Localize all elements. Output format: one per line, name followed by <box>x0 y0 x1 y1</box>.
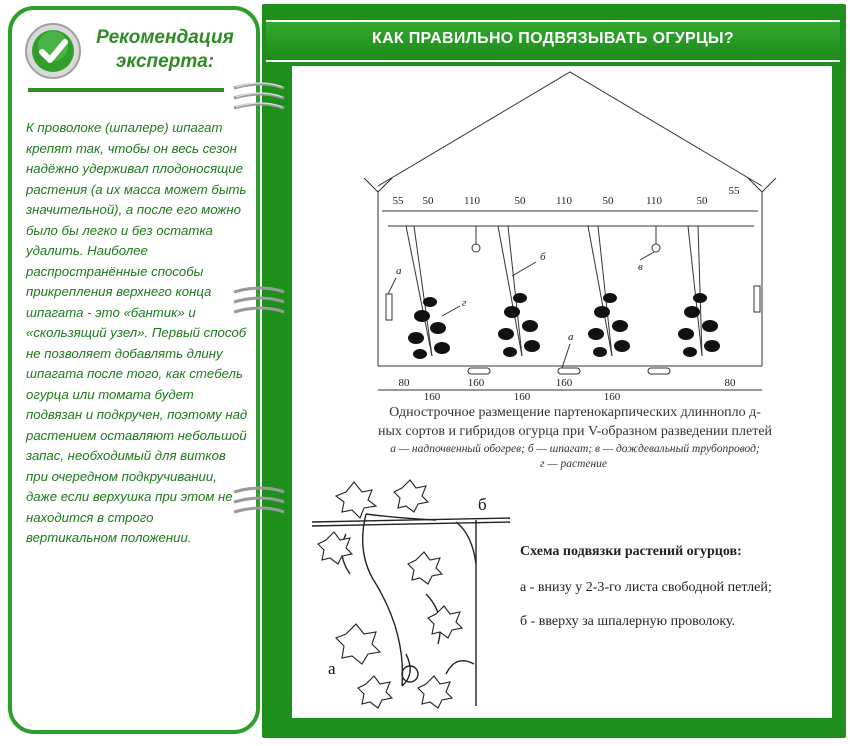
dim-top: 55 <box>392 195 404 207</box>
dim-bottom: 160 <box>423 391 441 403</box>
checkmark-badge-icon <box>24 22 82 80</box>
dim-top: 110 <box>645 195 663 207</box>
binder-ring-icon <box>232 284 292 326</box>
dim-bottom: 160 <box>603 391 621 403</box>
sketch-label-a: а <box>328 659 336 678</box>
dim-bottom: 80 <box>724 377 736 389</box>
scheme-title: Схема подвязки растений огурцов: <box>520 544 742 559</box>
dim-top: 50 <box>514 195 526 207</box>
scheme-item-a: а - внизу у 2-3-го листа свободной петлей; <box>520 580 772 595</box>
label-a: а <box>396 265 402 277</box>
dim-bottom: 160 <box>555 377 573 389</box>
dim-top: 50 <box>602 195 614 207</box>
caption-line: ных сортов и гибридов огурца при V-образном разведении плетей <box>377 424 773 439</box>
scheme-item-b: б - вверху за шпалерную проволоку. <box>520 614 736 629</box>
label-v: в <box>638 261 643 273</box>
caption-legend: а — надпочвенный обогрев; б — шпагат; в — дождевальный трубопровод; <box>390 443 760 455</box>
divider <box>28 88 224 92</box>
dim-top: 50 <box>696 195 708 207</box>
dim-top: 110 <box>463 195 481 207</box>
sketch-label-b: б <box>478 495 487 514</box>
label-a: а <box>568 331 574 343</box>
binder-ring-icon <box>232 80 292 122</box>
dim-top: 110 <box>555 195 573 207</box>
label-g: г <box>462 297 467 309</box>
label-b: б <box>540 251 546 263</box>
page-title: КАК ПРАВИЛЬНО ПОДВЯЗЫВАТЬ ОГУРЦЫ? <box>372 30 734 47</box>
expert-title: Рекомендация эксперта: <box>96 27 234 72</box>
binder-ring-icon <box>232 484 292 526</box>
dim-top: 50 <box>422 195 434 207</box>
cucumber-tying-sketch <box>306 474 516 716</box>
dim-top: 55 <box>728 185 740 197</box>
caption-legend: г — растение <box>540 458 608 470</box>
dim-bottom: 160 <box>467 377 485 389</box>
dim-bottom: 160 <box>513 391 531 403</box>
dim-bottom: 80 <box>398 377 410 389</box>
expert-text: К проволоке (шпалере) шпагат крепят так, чтобы он весь сезон надёжно удерживал плодоносящие растения (а их масса может быть значительной), а после его можно было бы легко и без остатка удалить. Наиболее распространённые способы прикрепления верхнего конца шпагата - это «бантик» и «скользящий узел». Первый способ не позволяет добавлять длину шпагата после того, как стебель огурца или томата будет подвязан и подкручен, поэтому над растением оставляют небольшой запас, необходимый для витков при очередном подкручивании, даже если верхушка при этом не находится в строго вертикальном положении. <box>26 120 248 545</box>
caption-line: Однострочное размещение партенокарпических длиннопло д- <box>389 405 761 420</box>
greenhouse-diagram <box>292 66 832 406</box>
